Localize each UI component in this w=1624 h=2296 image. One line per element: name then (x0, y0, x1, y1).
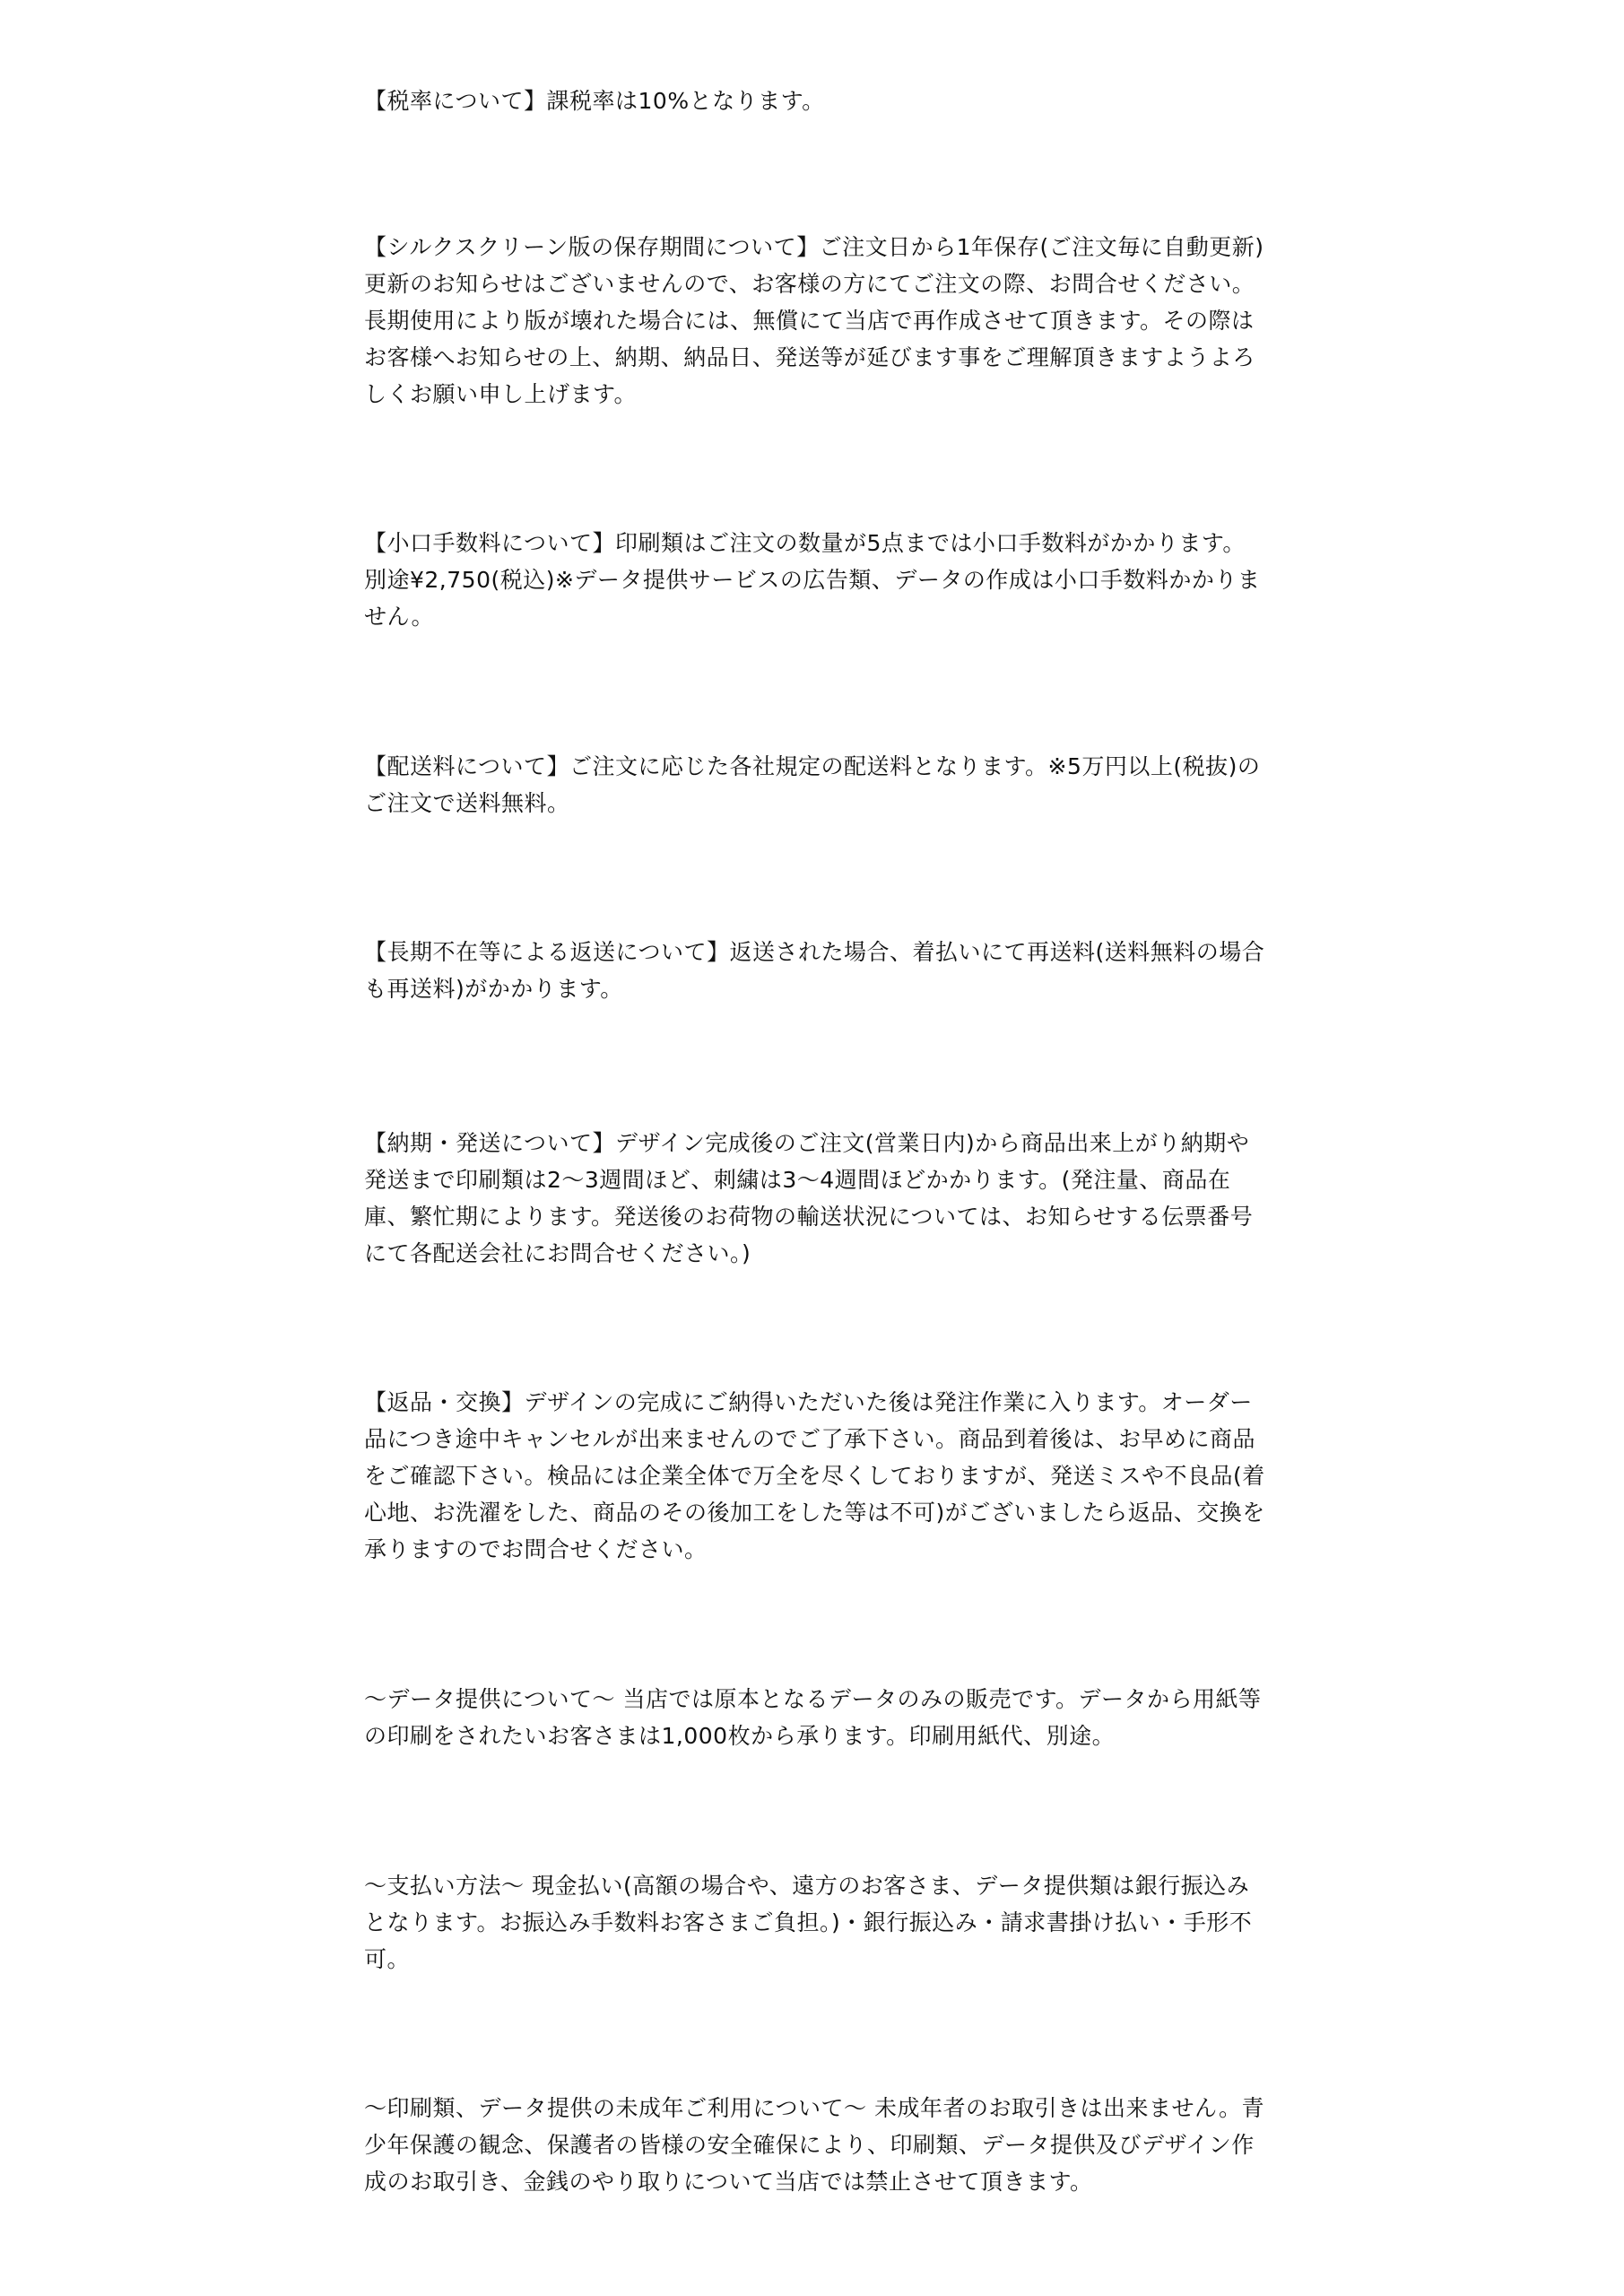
section-silkscreen-storage: 【シルクスクリーン版の保存期間について】ご注文日から1年保存(ご注文毎に自動更新)更新のお知らせはございませんので、お客様の方にてご注文の際、お問合せください。長期使用により版が壊れた場合には、無償にて当店で再作成させて頂きます。その際はお客様へお知らせの上、納期、納品日、発送等が延びます事をご理解頂きますようよろしくお願い申し上げます。 (364, 234, 1264, 407)
section-return-absence: 【長期不在等による返送について】返送された場合、着払いにて再送料(送料無料の場合も再送料)がかかります。 (364, 939, 1265, 1002)
section-minors: 〜印刷類、データ提供の未成年ご利用について〜 未成年者のお取引きは出来ません。青少年保護の観念、保護者の皆様の安全確保により、印刷類、データ提供及びデザイン作成のお取引き、金銭のやり取りについて当店では禁止させて頂きます。 (364, 2095, 1264, 2195)
section-shipping-fee: 【配送料について】ご注文に応じた各社規定の配送料となります。※5万円以上(税抜)のご注文で送料無料。 (364, 753, 1261, 816)
section-small-lot-fee: 【小口手数料について】印刷類はご注文の数量が5点までは小口手数料がかかります。別途¥2,750(税込)※データ提供サービスの広告類、データの作成は小口手数料かかりません。 (364, 530, 1261, 630)
section-data-provision: 〜データ提供について〜 当店では原本となるデータのみの販売です。データから用紙等の印刷をされたいお客さまは1,000枚から承ります。印刷用紙代、別途。 (364, 1686, 1262, 1749)
section-delivery: 【納期・発送について】デザイン完成後のご注文(営業日内)から商品出来上がり納期や発送まで印刷類は2〜3週間ほど、刺繍は3〜4週間ほどかかります。(発注量、商品在庫、繁忙期によります。発送後のお荷物の輸送状況については、お知らせする伝票番号にて各配送会社にお問合せください。) (364, 1130, 1254, 1266)
section-returns-exchange: 【返品・交換】デザインの完成にご納得いただいた後は発注作業に入ります。オーダー品につき途中キャンセルが出来ませんのでご了承下さい。商品到着後は、お早めに商品をご確認下さい。検品には企業全体で万全を尽くしておりますが、発送ミスや不良品(着心地、お洗濯をした、商品のその後加工をした等は不可)がございましたら返品、交換を承りますのでお問合せください。 (364, 1389, 1265, 1562)
section-payment: 〜支払い方法〜 現金払い(高額の場合や、遠方のお客さま、データ提供類は銀行振込みとなります。お振込み手数料お客さまご負担。)・銀行振込み・請求書掛け払い・手形不可。 (364, 1873, 1253, 1972)
section-tax-rate: 【税率について】課税率は10%となります。 (364, 88, 825, 114)
